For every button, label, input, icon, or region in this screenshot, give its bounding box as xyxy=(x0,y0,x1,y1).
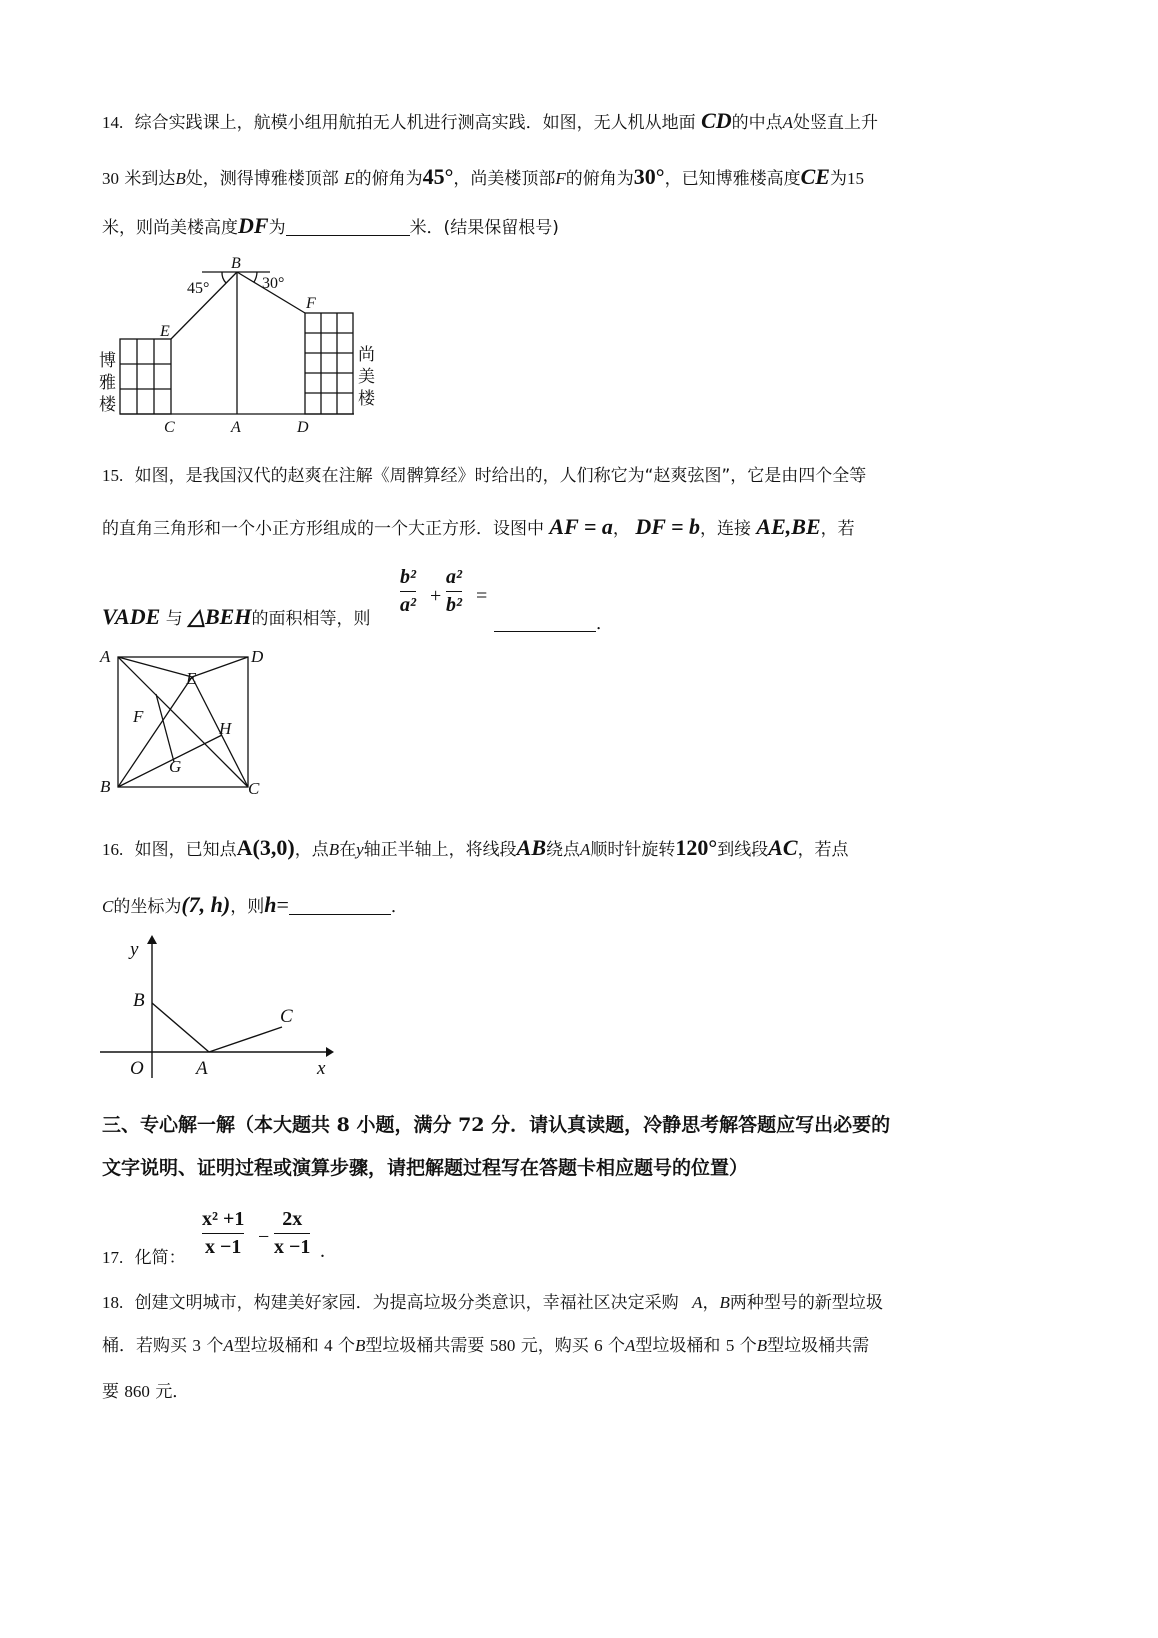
section-3-heading-line-1: 三、专心解一解（本大题共 8 小题，满分 72 分．请认真读题，冷静思考解答题应写出必要的 xyxy=(102,1114,891,1136)
boya-char-1: 博 xyxy=(99,351,116,370)
q15-fraction-b2-a2: b² a² xyxy=(400,566,416,616)
label-a: A xyxy=(231,419,241,436)
q15-fraction-a2-b2: a² b² xyxy=(446,566,462,616)
answer-blank-16[interactable] xyxy=(289,896,391,915)
label-e: E xyxy=(160,323,170,340)
q15-answer-line: ． xyxy=(494,609,613,634)
q14-line-3: 米，则尚美楼高度DF为 米．(结果保留根号) xyxy=(102,213,559,238)
label-b: B xyxy=(231,255,241,272)
label-h: H xyxy=(219,719,232,738)
label-d: D xyxy=(297,419,309,436)
building-boya xyxy=(120,339,171,414)
minus-sign: − xyxy=(258,1226,270,1248)
figure-15-zhao-shuang xyxy=(98,644,278,804)
q16-line-1: 16. 如图，已知点A(3,0)，点B在y轴正半轴上，将线段AB绕点A顺时针旋转120°到线段AC，若点 xyxy=(102,835,849,860)
segment-ab xyxy=(152,1003,209,1052)
figure-14-drone xyxy=(90,250,390,440)
q16-line-2: C的坐标为(7, h)，则h= ． xyxy=(102,892,408,917)
q18-line-3: 要 860 元． xyxy=(102,1382,190,1402)
equals-sign: = xyxy=(476,585,488,607)
plus-sign: + xyxy=(430,585,442,607)
q15-line-1: 15. 如图，是我国汉代的赵爽在注解《周髀算经》时给出的，人们称它为“赵爽弦图”，它是由四个全等 xyxy=(102,466,867,486)
shangmei-char-3: 楼 xyxy=(358,389,375,408)
y-axis-arrow xyxy=(147,935,157,944)
building-shangmei xyxy=(305,313,353,414)
label-x: x xyxy=(317,1058,326,1079)
label-a: A xyxy=(196,1058,208,1079)
answer-blank-14[interactable] xyxy=(286,217,410,236)
q18-line-1: 18. 创建文明城市，构建美好家园．为提高垃圾分类意识，幸福社区决定采购 A，B两种型号的新型垃圾 xyxy=(102,1293,883,1313)
segment-ac xyxy=(209,1027,282,1052)
label-45-deg: 45° xyxy=(187,280,210,297)
label-f: F xyxy=(306,295,316,312)
label-y: y xyxy=(130,939,139,960)
q18-line-2: 桶．若购买 3 个A型垃圾桶和 4 个B型垃圾桶共需要 580 元，购买 6 个A型垃圾桶和 5 个B型垃圾桶共需 xyxy=(102,1336,870,1356)
x-axis-arrow xyxy=(326,1047,334,1057)
boya-char-2: 雅 xyxy=(99,373,116,392)
label-c: C xyxy=(164,419,175,436)
segment-ae xyxy=(118,657,192,677)
figure-16-coordinates xyxy=(96,930,346,1085)
section-3-heading-line-2: 文字说明、证明过程或演算步骤，请把解题过程写在答题卡相应题号的位置） xyxy=(102,1157,749,1179)
q17-fraction-1: x² +1 x −1 xyxy=(202,1208,245,1258)
q15-line-2: 的直角三角形和一个小正方形组成的一个大正方形．设图中 AF = a， DF = b，连接 AE,BE，若 xyxy=(102,514,855,539)
q14-line-2: 30 米到达B处，测得博雅楼顶部 E的俯角为45°，尚美楼顶部F的俯角为30°，已知博雅楼高度CE为15 xyxy=(102,164,864,189)
segment-de xyxy=(192,657,248,677)
label-b: B xyxy=(133,990,145,1011)
label-b: B xyxy=(100,777,111,796)
q14-line-1: 14. 综合实践课上，航模小组用航拍无人机进行测高实践．如图，无人机从地面 CD的中点A处竖直上升 xyxy=(102,108,879,133)
label-f: F xyxy=(133,707,144,726)
boya-char-3: 楼 xyxy=(99,395,116,414)
q15-line-3: VADE 与 △BEH的面积相等，则 xyxy=(102,604,371,629)
label-e: E xyxy=(186,669,197,688)
label-c: C xyxy=(248,779,260,798)
angle-arc-45 xyxy=(222,272,226,283)
label-d: D xyxy=(251,647,264,666)
label-c: C xyxy=(280,1006,293,1027)
label-a: A xyxy=(100,647,111,666)
period: . xyxy=(320,1240,325,1262)
q17-fraction-2: 2x x −1 xyxy=(274,1208,311,1258)
label-30-deg: 30° xyxy=(262,275,285,292)
shangmei-char-1: 尚 xyxy=(358,345,375,364)
label-g: G xyxy=(169,757,182,776)
angle-arc-30 xyxy=(254,272,257,282)
label-o: O xyxy=(130,1058,144,1079)
shangmei-char-2: 美 xyxy=(358,367,375,386)
q17-line: 17. 化简： xyxy=(102,1248,186,1268)
answer-blank-15[interactable] xyxy=(494,613,596,632)
